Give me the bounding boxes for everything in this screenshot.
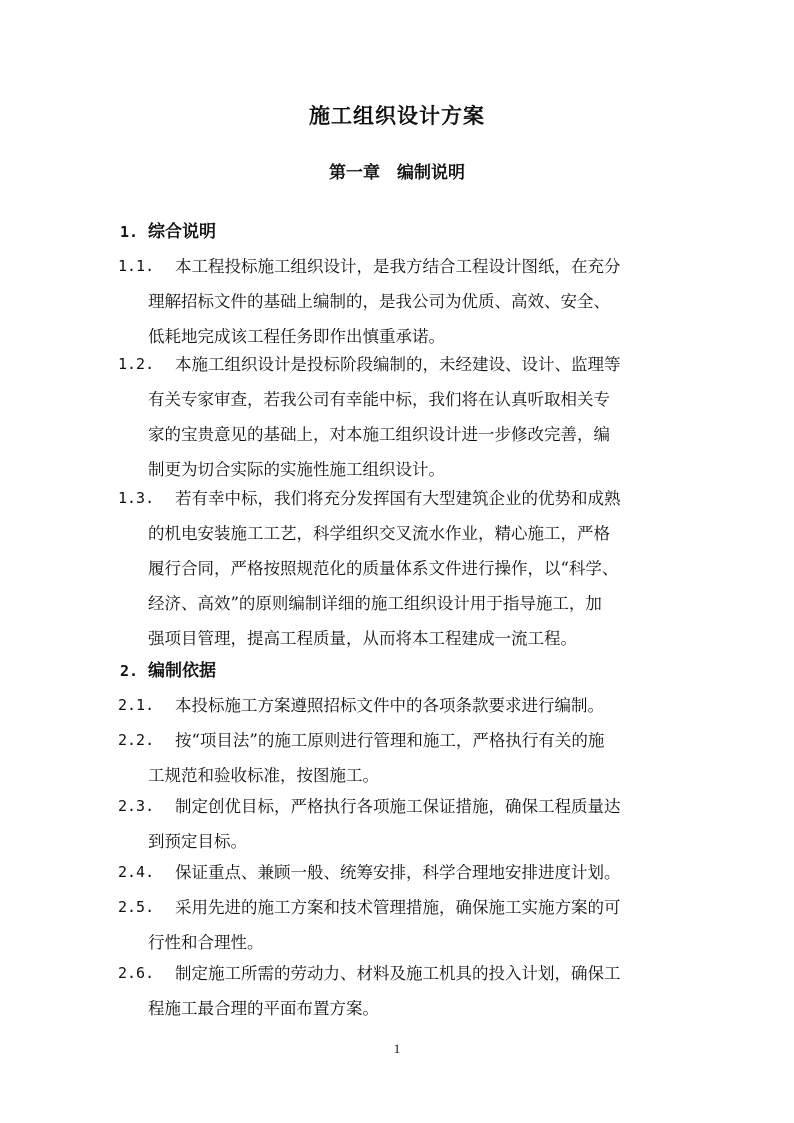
paragraph-line: 制定施工所需的劳动力、材料及施工机具的投入计划，确保工 (175, 964, 621, 983)
paragraph-line: 履行合同，严格按照规范化的质量体系文件进行操作，以“科学、 (148, 559, 619, 578)
paragraph-line: 若有幸中标，我们将充分发挥国有大型建筑企业的优势和成熟 (175, 489, 621, 508)
section-title: 编制依据 (148, 661, 216, 681)
paragraph-line: 理解招标文件的基础上编制的，是我公司为优质、高效、安全、 (148, 292, 610, 311)
paragraph-line: 家的宝贵意见的基础上，对本施工组织设计进一步修改完善，编 (148, 425, 610, 444)
section-title: 综合说明 (148, 222, 216, 242)
paragraph-number: 2.3. (118, 797, 155, 815)
paragraph-line: 本工程投标施工组织设计，是我方结合工程设计图纸，在充分 (175, 257, 621, 276)
paragraph-line: 到预定目标。 (148, 832, 247, 851)
paragraph-line: 制更为切合实际的实施性施工组织设计。 (148, 460, 445, 479)
paragraph-line: 工规范和验收标准，按图施工。 (148, 766, 379, 785)
section-heading-1 (120, 217, 216, 242)
paragraph-number: 2.1. (118, 696, 155, 714)
paragraph-line: 的机电安装施工工艺，科学组织交叉流水作业，精心施工，严格 (148, 524, 610, 543)
paragraph-line: 采用先进的施工方案和技术管理措施，确保施工实施方案的可 (175, 898, 621, 917)
paragraph-line: 制定创优目标，严格执行各项施工保证措施，确保工程质量达 (175, 797, 621, 816)
paragraph-line: 程施工最合理的平面布置方案。 (148, 999, 379, 1018)
paragraph-line: 本施工组织设计是投标阶段编制的，未经建设、设计、监理等 (175, 355, 621, 374)
paragraph-line: 经济、高效”的原则编制详细的施工组织设计用于指导施工，加 (148, 594, 602, 613)
paragraph-number: 2.5. (118, 898, 155, 916)
paragraph-line: 按“项目法”的施工原则进行管理和施工，严格执行有关的施 (175, 731, 605, 750)
paragraph-number: 2.4. (118, 863, 155, 881)
page-number: 1 (393, 1041, 401, 1056)
section-number: 2. (120, 662, 139, 680)
paragraph-number: 1.3. (118, 489, 155, 507)
paragraph-line: 低耗地完成该工程任务即作出慎重承诺。 (148, 327, 445, 346)
paragraph-line: 保证重点、兼顾一般、统筹安排，科学合理地安排进度计划。 (175, 863, 621, 882)
section-heading-2 (120, 656, 216, 681)
paragraph-line: 强项目管理，提高工程质量，从而将本工程建成一流工程。 (148, 629, 577, 648)
paragraph-line: 本投标施工方案遵照招标文件中的各项条款要求进行编制。 (175, 696, 604, 715)
paragraph-line: 行性和合理性。 (148, 933, 264, 952)
paragraph-number: 2.6. (118, 964, 155, 982)
paragraph-number: 2.2. (118, 731, 155, 749)
paragraph-number: 1.1. (118, 257, 155, 275)
document-title: 施工组织设计方案 (309, 103, 485, 128)
section-number: 1. (120, 223, 139, 241)
chapter-heading: 第一章 编制说明 (329, 163, 465, 183)
paragraph-number: 1.2. (118, 355, 155, 373)
paragraph-line: 有关专家审查，若我公司有幸能中标，我们将在认真听取相关专 (148, 390, 610, 409)
